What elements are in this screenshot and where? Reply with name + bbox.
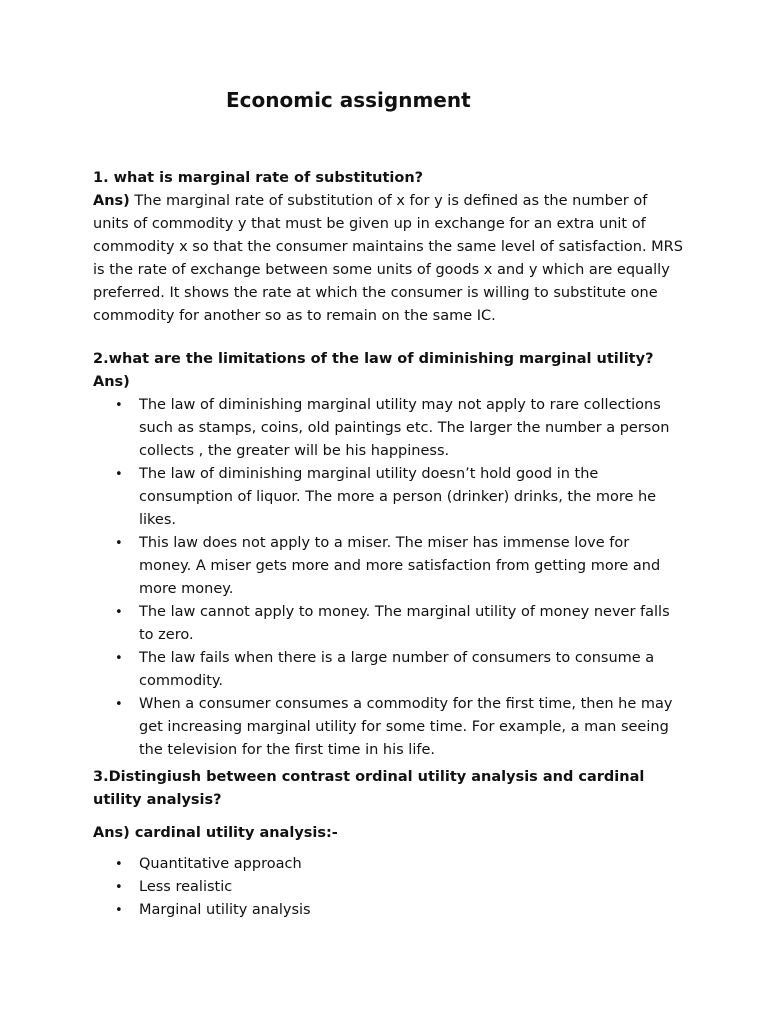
question-2-heading: 2.what are the limitations of the law of diminishing marginal utility? — [93, 351, 654, 367]
answer-label: Ans) cardinal utility analysis:- — [93, 825, 338, 841]
question-1-answer — [93, 190, 683, 328]
question-1-heading: 1. what is marginal rate of substitution? — [93, 170, 424, 186]
question-2-section — [93, 348, 683, 762]
cardinal-utility-list — [93, 853, 683, 922]
list-item: • When a consumer consumes a commodity for the first time, then he may get increasing marginal utility for some time. For example, a man seeing the television for the first time in his life. — [93, 693, 683, 762]
answer-text: The marginal rate of substitution of x for y is defined as the number of units of commodity y that must be given up in exchange for an extra unit of commodity x so that the consumer maintains the same level of satisfaction. MRS is the rate of exchange between some units of goods x and y which are equally preferred. It shows the rate at which the consumer is willing to substitute one commodity for another so as to remain on the same IC. — [93, 193, 683, 324]
list-item: • The law cannot apply to money. The marginal utility of money never falls to zero. — [93, 601, 683, 647]
bullet-icon: • — [115, 903, 123, 918]
bullet-icon: • — [115, 857, 123, 872]
bullet-icon: • — [115, 697, 123, 712]
bullet-icon: • — [115, 536, 123, 551]
list-item: • This law does not apply to a miser. The miser has immense love for money. A miser gets more and more satisfaction from getting more and more money. — [93, 532, 683, 601]
limitations-list — [93, 394, 683, 762]
bullet-icon: • — [115, 651, 123, 666]
bullet-icon: • — [115, 467, 123, 482]
page-title: Economic assignment — [226, 88, 471, 112]
question-3-section — [93, 766, 683, 922]
list-item: • The law fails when there is a large number of consumers to consume a commodity. — [93, 647, 683, 693]
bullet-icon: • — [115, 398, 123, 413]
list-item: • The law of diminishing marginal utility doesn’t hold good in the consumption of liquor. The more a person (drinker) drinks, the more he likes. — [93, 463, 683, 532]
list-item: • Quantitative approach — [93, 853, 683, 876]
bullet-icon: • — [115, 880, 123, 895]
list-item: • Marginal utility analysis — [93, 899, 683, 922]
question-1-section — [93, 167, 683, 328]
answer-label: Ans) — [93, 374, 130, 390]
bullet-icon: • — [115, 605, 123, 620]
list-item: • The law of diminishing marginal utility may not apply to rare collections such as stamps, coins, old paintings etc. The larger the number a person collects , the greater will be his happiness. — [93, 394, 683, 463]
answer-label: Ans) — [93, 193, 130, 209]
question-3-heading: 3.Distingiush between contrast ordinal utility analysis and cardinal utility analysis? — [93, 769, 645, 808]
list-item: • Less realistic — [93, 876, 683, 899]
